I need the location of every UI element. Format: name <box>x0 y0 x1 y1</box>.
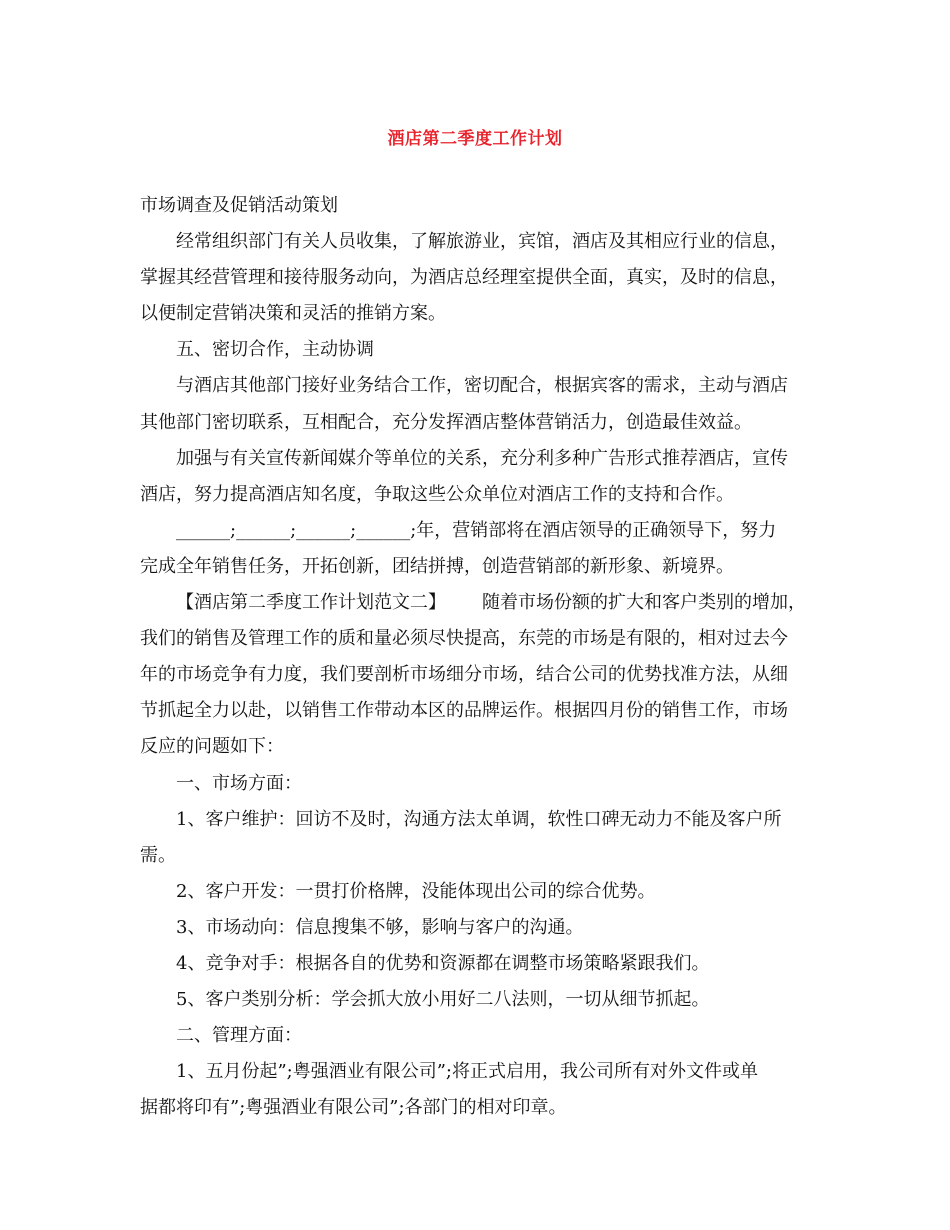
text-line-content: 3、市场动向：信息搜集不够，影响与客户的沟通。 <box>176 916 584 938</box>
text-line-content: 二、管理方面： <box>176 1025 302 1047</box>
text-line <box>140 296 818 332</box>
text-line <box>140 729 818 765</box>
text-line <box>140 188 818 224</box>
text-line-content: 我们的销售及管理工作的质和量必须尽快提高，东莞的市场是有限的，相对过去今 <box>140 628 788 650</box>
text-line <box>140 693 818 729</box>
text-line <box>140 405 818 441</box>
document-body <box>140 188 818 1126</box>
text-line <box>140 802 818 838</box>
text-line <box>140 874 818 910</box>
text-line <box>140 332 818 368</box>
text-line <box>140 513 818 549</box>
text-line <box>140 368 818 404</box>
text-line-content: 5、客户类别分析：学会抓大放小用好二八法则，一切从细节抓起。 <box>176 989 710 1011</box>
text-line <box>140 910 818 946</box>
text-line-content: 市场调查及促销活动策划 <box>140 195 338 216</box>
text-line <box>140 621 818 657</box>
text-line-content: 节抓起全力以赴，以销售工作带动本区的品牌运作。根据四月份的销售工作，市场 <box>140 700 788 722</box>
text-line-content: ______;______;______;______;年，营销部将在酒店领导的正确领导下，努力 <box>176 519 777 541</box>
text-line <box>140 585 818 621</box>
text-line <box>140 477 818 513</box>
text-line-content: 4、竞争对手：根据各自的优势和资源都在调整市场策略紧跟我们。 <box>176 952 710 974</box>
text-line-content: 加强与有关宣传新闻媒介等单位的关系，充分利多种广告形式推荐酒店，宣传 <box>176 447 788 469</box>
text-line-tail: 随着市场份额的扩大和客户类别的增加， <box>482 592 806 614</box>
text-line <box>140 838 818 874</box>
text-line-content: 酒店，努力提高酒店知名度，争取这些公众单位对酒店工作的支持和合作。 <box>140 483 734 505</box>
text-line-content: 以便制定营销决策和灵活的推销方案。 <box>140 303 446 325</box>
text-line <box>140 1090 818 1126</box>
text-line <box>140 224 818 260</box>
document-title: 酒店第二季度工作计划 <box>387 129 563 149</box>
text-line <box>140 946 818 982</box>
text-line <box>140 982 818 1018</box>
text-line-content: 反应的问题如下： <box>140 736 284 758</box>
text-line <box>140 766 818 802</box>
text-line-content: 掌握其经营管理和接待服务动向，为酒店总经理室提供全面，真实，及时的信息， <box>140 267 788 289</box>
text-line <box>140 1018 818 1054</box>
text-line-content: 其他部门密切联系，互相配合，充分发挥酒店整体营销活力，创造最佳效益。 <box>140 411 752 433</box>
text-line <box>140 1054 818 1090</box>
text-line-content: 五、密切合作，主动协调 <box>176 339 374 361</box>
text-line-content: 一、市场方面： <box>176 772 302 794</box>
text-line <box>140 260 818 296</box>
text-line-content: 与酒店其他部门接好业务结合工作，密切配合，根据宾客的需求，主动与酒店 <box>176 375 788 397</box>
text-line-content: 【酒店第二季度工作计划范文二】 <box>176 592 446 614</box>
text-line-content: 经常组织部门有关人员收集，了解旅游业，宾馆，酒店及其相应行业的信息， <box>176 231 788 253</box>
text-line-content: 1、客户维护：回访不及时，沟通方法太单调，软性口碑无动力不能及客户所 <box>176 808 782 830</box>
text-line-content: 据都将印有”;粤强酒业有限公司”;各部门的相对印章。 <box>140 1097 567 1119</box>
text-line <box>140 549 818 585</box>
text-line-content: 2、客户开发：一贯打价格牌，没能体现出公司的综合优势。 <box>176 880 656 902</box>
text-line <box>140 441 818 477</box>
text-line-content: 年的市场竞争有力度，我们要剖析市场细分市场，结合公司的优势找准方法，从细 <box>140 664 788 686</box>
text-line-content: 完成全年销售任务，开拓创新，团结拼搏，创造营销部的新形象、新境界。 <box>140 555 734 577</box>
text-line-content: 需。 <box>140 844 176 866</box>
text-line-content: 1、五月份起”;粤强酒业有限公司”;将正式启用，我公司所有对外文件或单 <box>176 1061 758 1083</box>
text-line <box>140 657 818 693</box>
